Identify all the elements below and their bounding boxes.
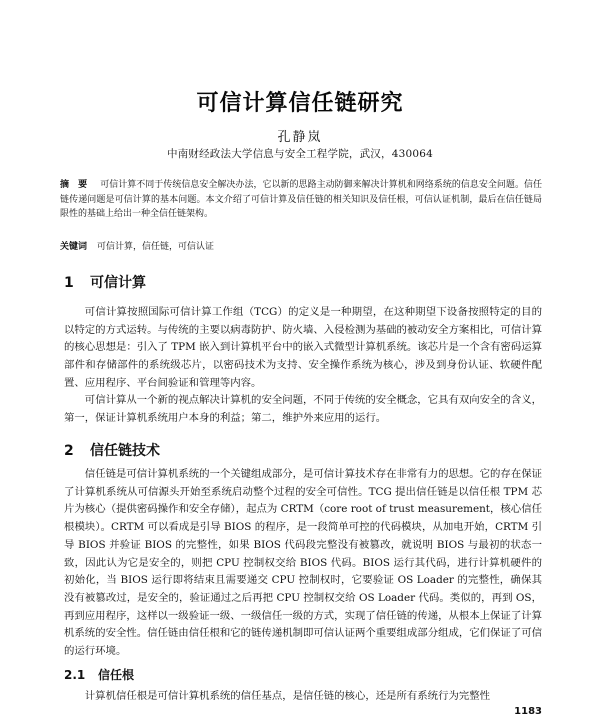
section-2-1-paragraph-1: 计算机信任根是可信计算机系统的信任基点，是信任链的核心，还是所有系统行为完整性: [84, 690, 491, 702]
section-1-paragraph-1: 可信计算按照国际可信计算工作组（TCG）的定义是一种期望，在这种期望下设备按照特定的目的以特定的方式运转。与传统的主要以病毒防护、防火墙、入侵检测为基础的被动安全方案相比，可信计算的核心思想是：引入了 TPM 嵌入到计算机平台中的嵌入式微型计算机系统。该芯片是一个含有密码运算部件和存储部件的系统级芯片，以密码技术为支持、安全操作系统为核心，涉及到身份认证、软硬件配置、应用程序、平台间验证和管理等内容。: [64, 306, 542, 389]
paper-title: 可信计算信任链研究: [196, 91, 404, 116]
section-1-paragraph-2: 可信计算从一个新的视点解决计算机的安全问题，不同于传统的安全概念，它具有双向安全的含义，第一，保证计算机系统用户本身的利益；第二，维护外来应用的运行。: [64, 394, 542, 424]
abstract-text: 可信计算不同于传统信息安全解决办法，它以新的思路主动防御来解决计算机和网络系统的信息安全问题。信任链传递问题是可信计算的基本问题。本文介绍了可信计算及信任链的相关知识及信任根，可信认证机制，最后在信任链局限性的基础上给出一种全信任链架构。: [60, 180, 542, 219]
abstract-label: 摘 要: [60, 180, 91, 190]
section-2-title: 信任链技术: [90, 443, 160, 459]
section-2-1-number: 2.1: [64, 668, 86, 682]
section-2-paragraph-1: 信任链是可信计算机系统的一个关键组成部分，是可信计算技术存在非常有力的思想。它的存在保证了计算机系统从可信源头开始至系统启动整个过程的安全可信性。TCG 提出信任链是以信任根 TPM 芯片为核心（提供密码操作和安全存储），起点为 CRTM（core root of trust measurement，核心信任根模块）。CRTM 可以看成是引导 BIOS 的程序，是一段简单可控的代码模块，从加电开始，CRTM 引导 BIOS 并验证 BIOS 的完整性，如果 BIOS 代码段完整没有被篡改，就说明 BIOS 与最初的状态一致，因此认为它是安全的，则把 CPU 控制权交给 BIOS 代码。BIOS 运行其代码，进行计算机硬件的初始化，当 BIOS 运行即将结束且需要递交 CPU 控制权时，它要验证 OS Loader 的完整性，确保其没有被篡改过，是安全的，验证通过之后再把 CPU 控制权交给 OS Loader 代码。类似的，再到 OS，再到应用程序，这样以一级验证一级、一级信任一级的方式，实现了信任链的传递，从根本上保证了计算机系统的安全性。信任链由信任根和它的链传递机制即可信认证两个重要组成部分组成，它们保证了可信的运行环境。: [64, 468, 542, 658]
section-2-1-heading: [64, 666, 134, 683]
author-name: 孔静岚: [277, 130, 323, 145]
keywords-text: 可信计算，信任链，可信认证: [97, 242, 215, 252]
author-affiliation: 中南财经政法大学信息与安全工程学院，武汉，430064: [167, 148, 433, 160]
section-1-title: 可信计算: [90, 275, 146, 291]
section-2-number: 2: [64, 443, 74, 459]
keywords-block: [60, 240, 542, 254]
page-number: 1183: [514, 706, 542, 717]
keywords-label: 关键词: [60, 242, 88, 252]
section-1-number: 1: [64, 275, 74, 291]
abstract-block: [60, 178, 542, 222]
section-2-1-title: 信任根: [98, 668, 135, 682]
section-1-heading: [64, 272, 146, 292]
section-2-heading: [64, 440, 160, 460]
